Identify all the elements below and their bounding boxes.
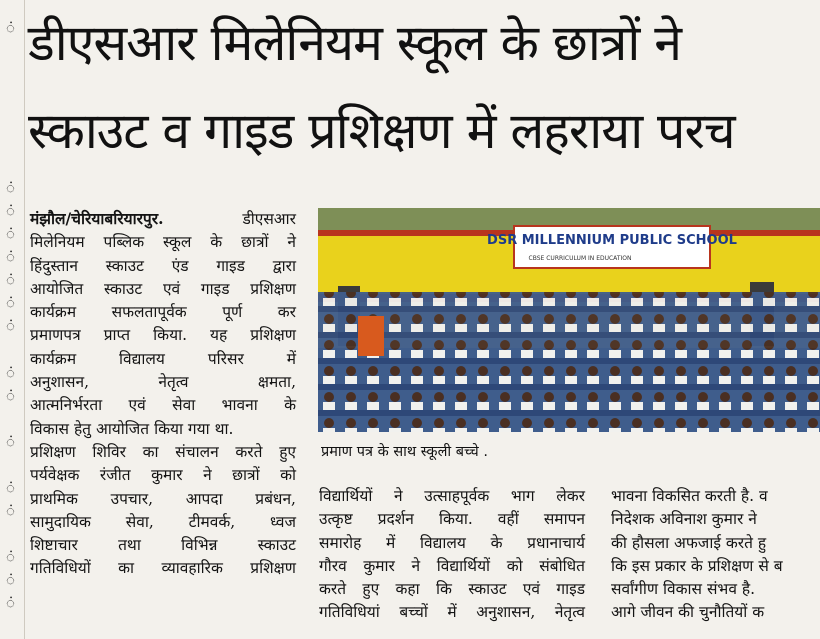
text-line: विद्यार्थियों ने उत्साहपूर्वक भाग लेकर	[319, 487, 585, 505]
text-line: की हौसला अफजाई करते हु	[611, 533, 767, 552]
text-line: भावना विकसित करती है. व	[611, 487, 768, 505]
text-line: विकास हेतु आयोजित किया गया था.	[30, 419, 234, 438]
fragment-glyph: ं	[6, 271, 15, 289]
text-line: मिलेनियम पब्लिक स्कूल के छात्रों ने	[30, 233, 296, 252]
news-photo	[318, 208, 820, 432]
text-line	[30, 207, 296, 231]
fragment-glyph: ं	[6, 548, 15, 566]
text-line: गौरव कुमार ने विद्यार्थियों को संबोधित	[319, 556, 585, 575]
text-line: गतिविधियां बच्चों में अनुशासन, नेतृत्व	[319, 603, 585, 622]
news-photo-image	[318, 208, 820, 432]
text-line: आगे जीवन की चुनौतियों क	[611, 603, 765, 622]
text-line: निदेशक अविनाश कुमार ने	[611, 510, 757, 529]
fragment-glyph: ं	[6, 248, 15, 266]
text-line: कार्यक्रम विद्यालय परिसर में	[30, 349, 296, 368]
fragment-glyph: ं	[6, 479, 15, 497]
text-line: सामुदायिक सेवा, टीमवर्क, ध्वज	[30, 512, 296, 531]
article-column-3	[611, 485, 820, 625]
column-divider	[24, 0, 25, 639]
photo-caption: प्रमाण पत्र के साथ स्कूली बच्चे .	[321, 444, 488, 460]
fragment-glyph: ं	[6, 433, 15, 451]
fragment-glyph: ं	[6, 202, 15, 220]
text-line: अनुशासन, नेतृत्व क्षमता,	[30, 373, 296, 392]
fragment-glyph: ं	[6, 294, 15, 312]
text-line: आयोजित स्काउट एवं गाइड प्रशिक्षण	[30, 279, 296, 298]
text-line: पर्यवेक्षक रंजीत कुमार ने छात्रों को	[30, 466, 296, 485]
fragment-glyph: ं	[6, 571, 15, 589]
school-sign-subtext: CBSE CURRICULUM IN EDUCATION	[528, 255, 632, 262]
article-column-1	[30, 207, 296, 581]
article-column-2	[319, 485, 585, 625]
fragment-glyph: ं	[6, 364, 15, 382]
fragment-glyph: ं	[6, 502, 15, 520]
text-line: सर्वांगीण विकास संभव है.	[611, 580, 756, 599]
text-line: प्रमाणपत्र प्राप्त किया. यह प्रशिक्षण	[30, 326, 296, 345]
text-line: उत्कृष्ट प्रदर्शन किया. वहीं समापन	[319, 510, 585, 529]
text-line: आत्मनिर्भरता एवं सेवा भावना के	[30, 396, 296, 415]
text-line: करते हुए कहा कि स्काउट एवं गाइड	[319, 580, 585, 599]
previous-column-fragment	[0, 0, 22, 639]
headline-line-2: स्काउट व गाइड प्रशिक्षण में लहराया परच	[28, 102, 735, 160]
text-line: प्रशिक्षण शिविर का संचालन करते हुए	[30, 442, 296, 461]
text-line: हिंदुस्तान स्काउट एंड गाइड द्वारा	[30, 256, 296, 275]
fragment-glyph: ं	[6, 594, 15, 612]
fragment-glyph: ं	[6, 225, 15, 243]
text-line: प्राथमिक उपचार, आपदा प्रबंधन,	[30, 489, 296, 508]
fragment-glyph: ं	[6, 179, 15, 197]
text-line: शिष्टाचार तथा विभिन्न स्काउट	[30, 536, 296, 555]
fragment-glyph: ं	[6, 19, 15, 37]
dateline: मंझौल/चेरियाबरियारपुर.	[30, 209, 164, 228]
text-line: कि इस प्रकार के प्रशिक्षण से ब	[611, 556, 783, 575]
text-line: समारोह में विद्यालय के प्रधानाचार्य	[319, 533, 585, 552]
text-fragment: डीएसआर	[242, 210, 296, 228]
headline-line-1: डीएसआर मिलेनियम स्कूल के छात्रों ने	[28, 14, 681, 72]
fragment-glyph: ं	[6, 387, 15, 405]
school-sign-text: DSR MILLENNIUM PUBLIC SCHOOL	[487, 233, 737, 248]
text-line: कार्यक्रम सफलतापूर्वक पूर्ण कर	[30, 303, 296, 322]
text-line: गतिविधियों का व्यावहारिक प्रशिक्षण	[30, 559, 296, 578]
fragment-glyph: ं	[6, 317, 15, 335]
